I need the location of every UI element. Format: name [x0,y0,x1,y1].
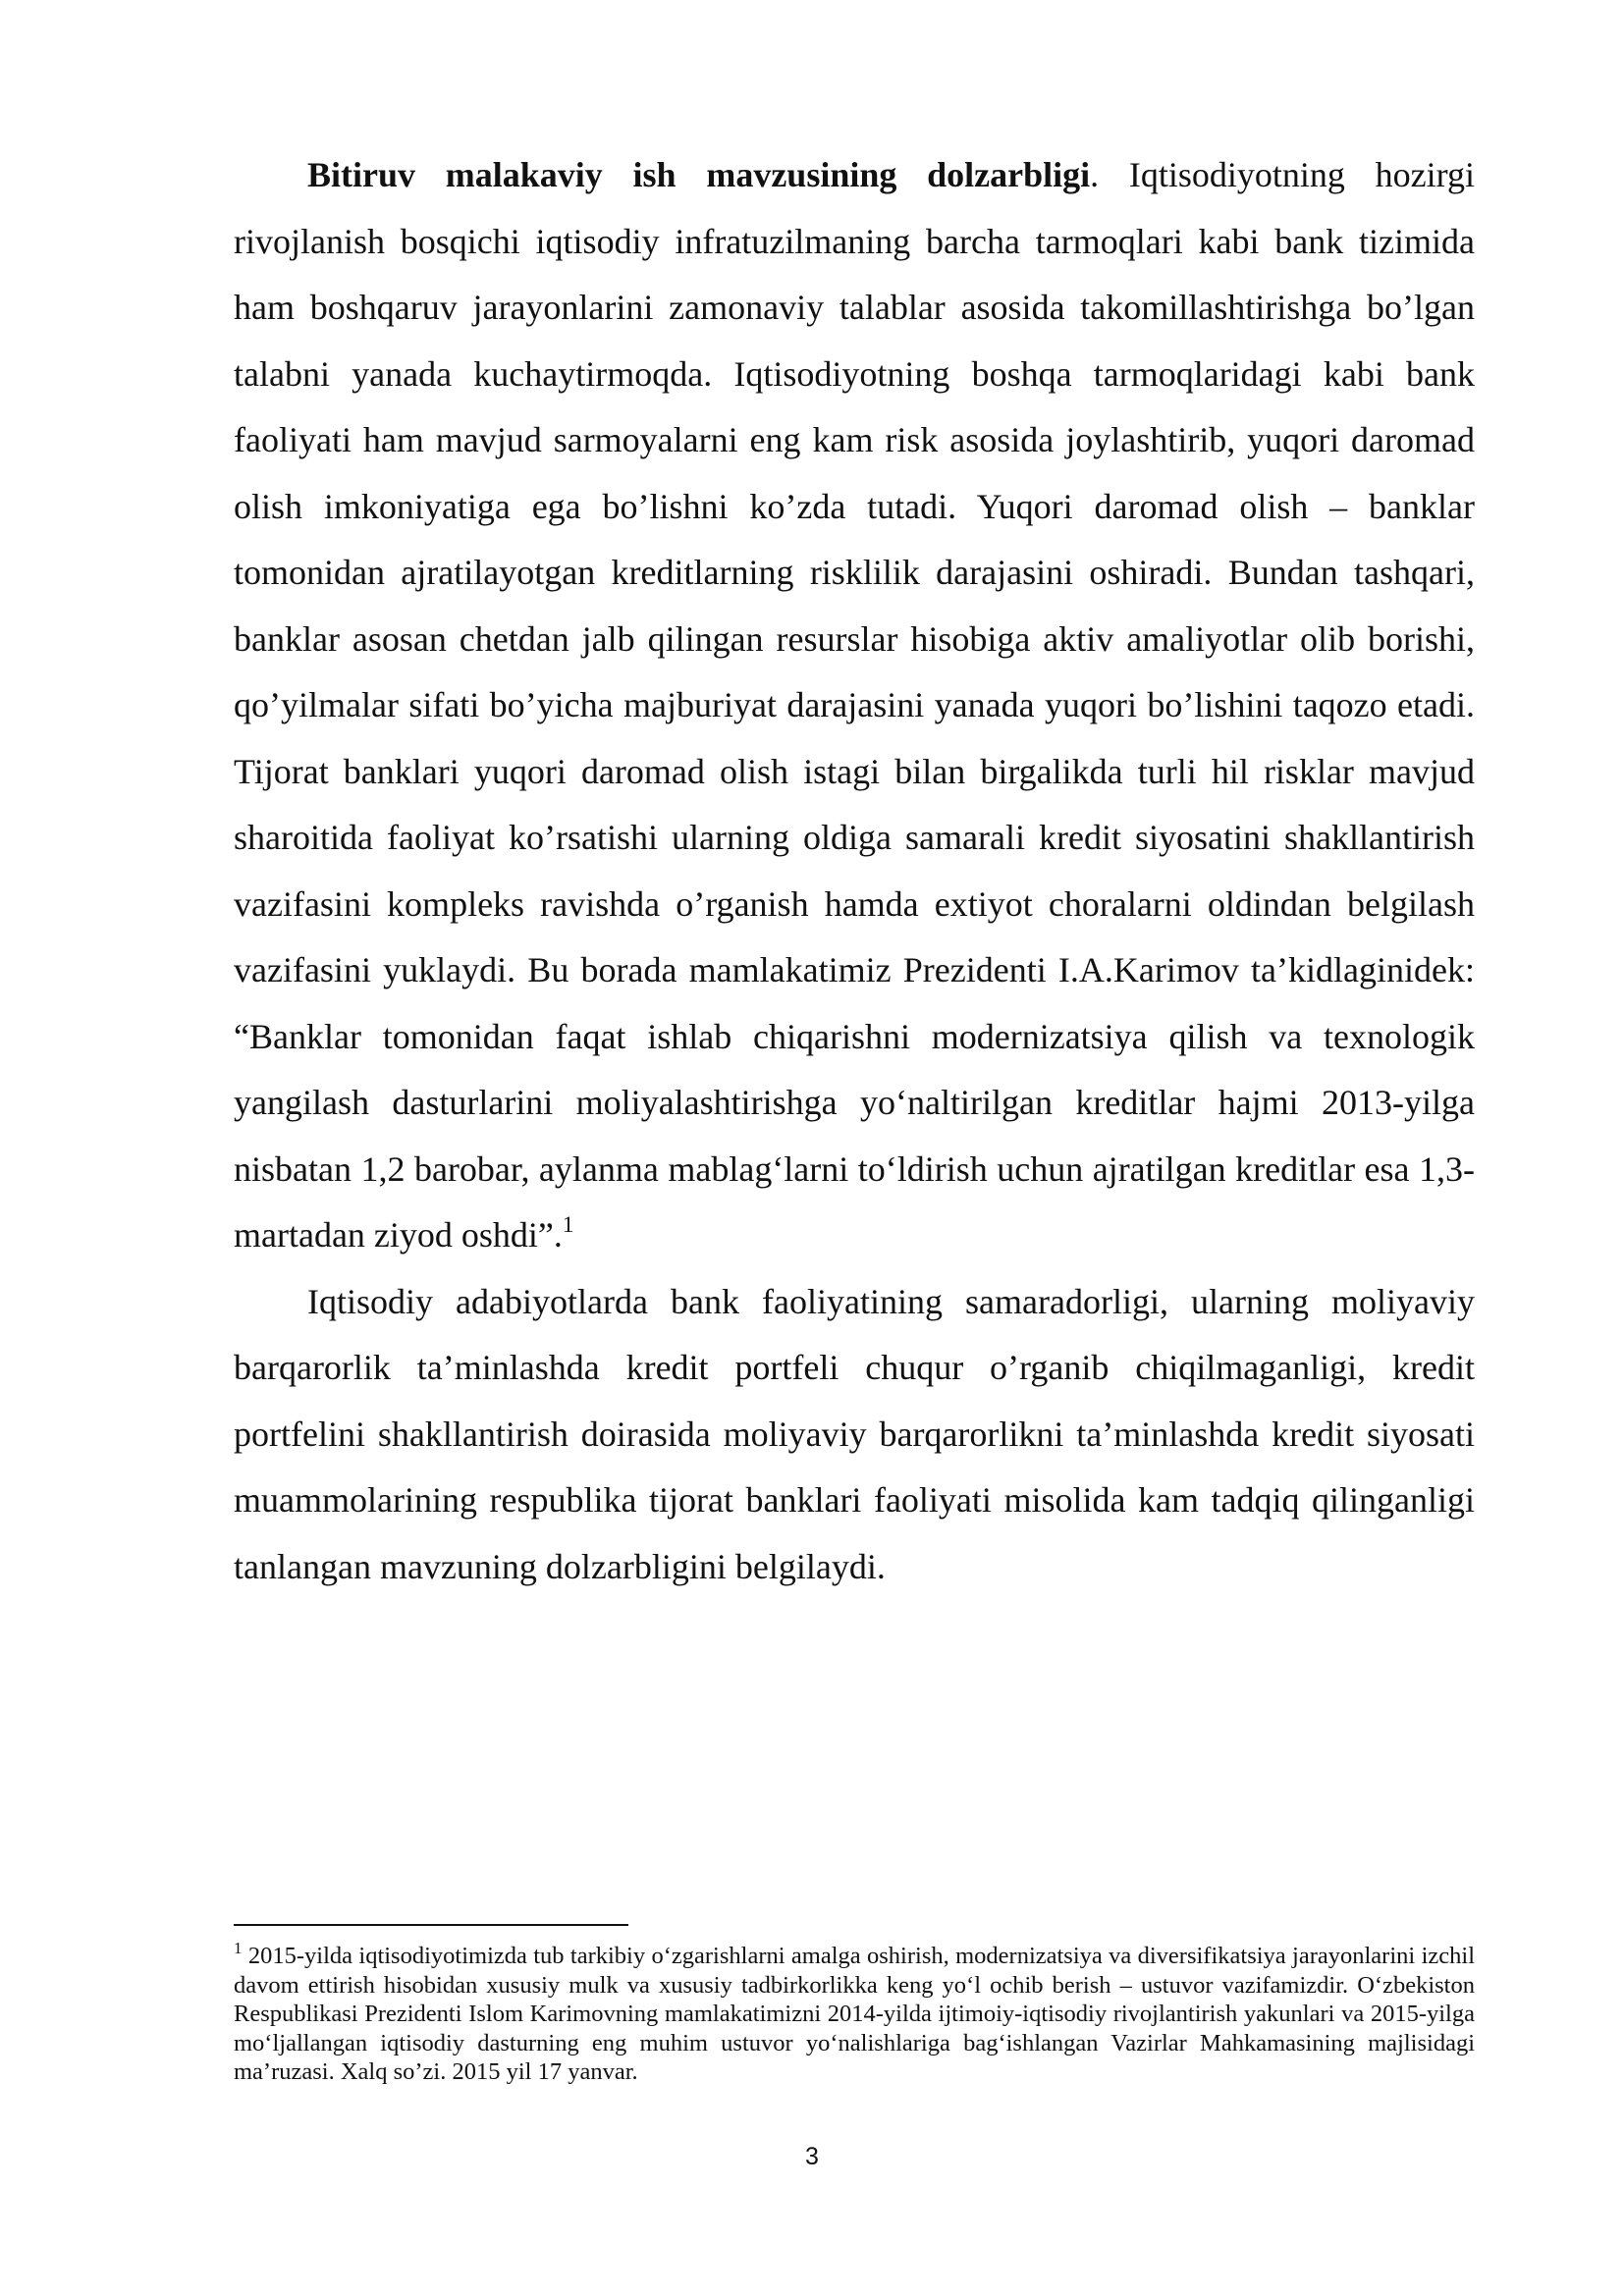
paragraph-relevance-text: Iqtisodiyotning hozirgi rivojlanish bosqichi iqtisodiy infratuzilmaning barcha tarmoqlari kabi bank tizimida ham boshqaruv jarayonlarini zamonaviy talablar asosida takomillashtirishga bo’lgan talabni yanada kuchaytirmoqda. Iqtisodiyotning boshqa tarmoqlaridagi kabi bank faoliyati ham mavjud sarmoyalarni eng kam risk asosida joylashtirib, yuqori daromad olish imkoniyatiga ega bo’lishni ko’zda tutadi. Yuqori daromad olish – banklar tomonidan ajratilayotgan kreditlarning risklilik darajasini oshiradi. Bundan tashqari, banklar asosan chetdan jalb qilingan resurslar hisobiga aktiv amaliyotlar olib borishi, qo’yilmalar sifati bo’yicha majburiyat darajasini yanada yuqori bo’lishini taqozo etadi. Tijorat banklari yuqori daromad olish istagi bilan birgalikda turli hil risklar mavjud sharoitida faoliyat ko’rsatishi ularning oldiga samarali kredit siyosatini shakllantirish vazifasini kompleks ravishda o’rganish hamda extiyot choralarni oldindan belgilash vazifasini yuklaydi. Bu borada mamlakatimiz Prezidenti I.A.Karimov ta’kidlaginidek: “Banklar tomonidan faqat ishlab chiqarishni modernizatsiya qilish va texnologik yangilash dasturlarini moliyalashtirishga yo‘naltirilgan kreditlar hajmi 2013-yilga nisbatan 1,2 barobar, aylanma mablag‘larni to‘ldirish uchun ajratilgan kreditlar esa 1,3-martadan ziyod oshdi”. [234,155,1476,1255]
footnote-reference[interactable]: 1 [562,1212,574,1237]
page-number: 3 [805,2143,819,2170]
footnote-mark: 1 [234,1939,243,1957]
footnote-text: 2015-yilda iqtisodiyotimizda tub tarkibiy o‘zgarishlarni amalga oshirish, modernizatsiya va diversifikatsiya jarayonlarini izchil davom ettirish hisobidan xususiy mulk va xususiy tadbirkorlikka keng yo‘l ochib berish – ustuvor vazifamizdir. O‘zbekiston Respublikasi Prezidenti Islom Karimovning mamlakatimizni 2014-yilda ijtimoiy-iqtisodiy rivojlantirish yakunlari va 2015-yilga mo‘ljallangan iqtisodiy dasturning eng muhim ustuvor yo‘nalishlariga bag‘ishlangan Vazirlar Mahkamasining majlisidagi ma’ruzasi. Xalq so’zi. 2015 yil 17 yanvar. [234,1943,1475,2085]
section-heading: Bitiruv malakaviy ish mavzusining dolzarbligi [307,155,1091,194]
paragraph-conclusion-text: Iqtisodiy adabiyotlarda bank faoliyatining samaradorligi, ularning moliyaviy barqarorlik ta’minlashda kredit portfeli chuqur o’rganib chiqilmaganligi, kredit portfelini shakllantirish doirasida moliyaviy barqarorlikni ta’minlashda kredit siyosati muammolarining respublika tijorat banklari faoliyati misolida kam tadqiq qilinganligi tanlangan mavzuning dolzarbligini belgilaydi. [234,1281,1475,1586]
heading-period: . [1090,155,1100,194]
footnote-separator [234,1924,628,1926]
footnote [234,1939,1475,2087]
paragraph-conclusion [234,1269,1475,1601]
main-text [234,142,1475,1600]
paragraph-relevance [234,142,1475,1269]
